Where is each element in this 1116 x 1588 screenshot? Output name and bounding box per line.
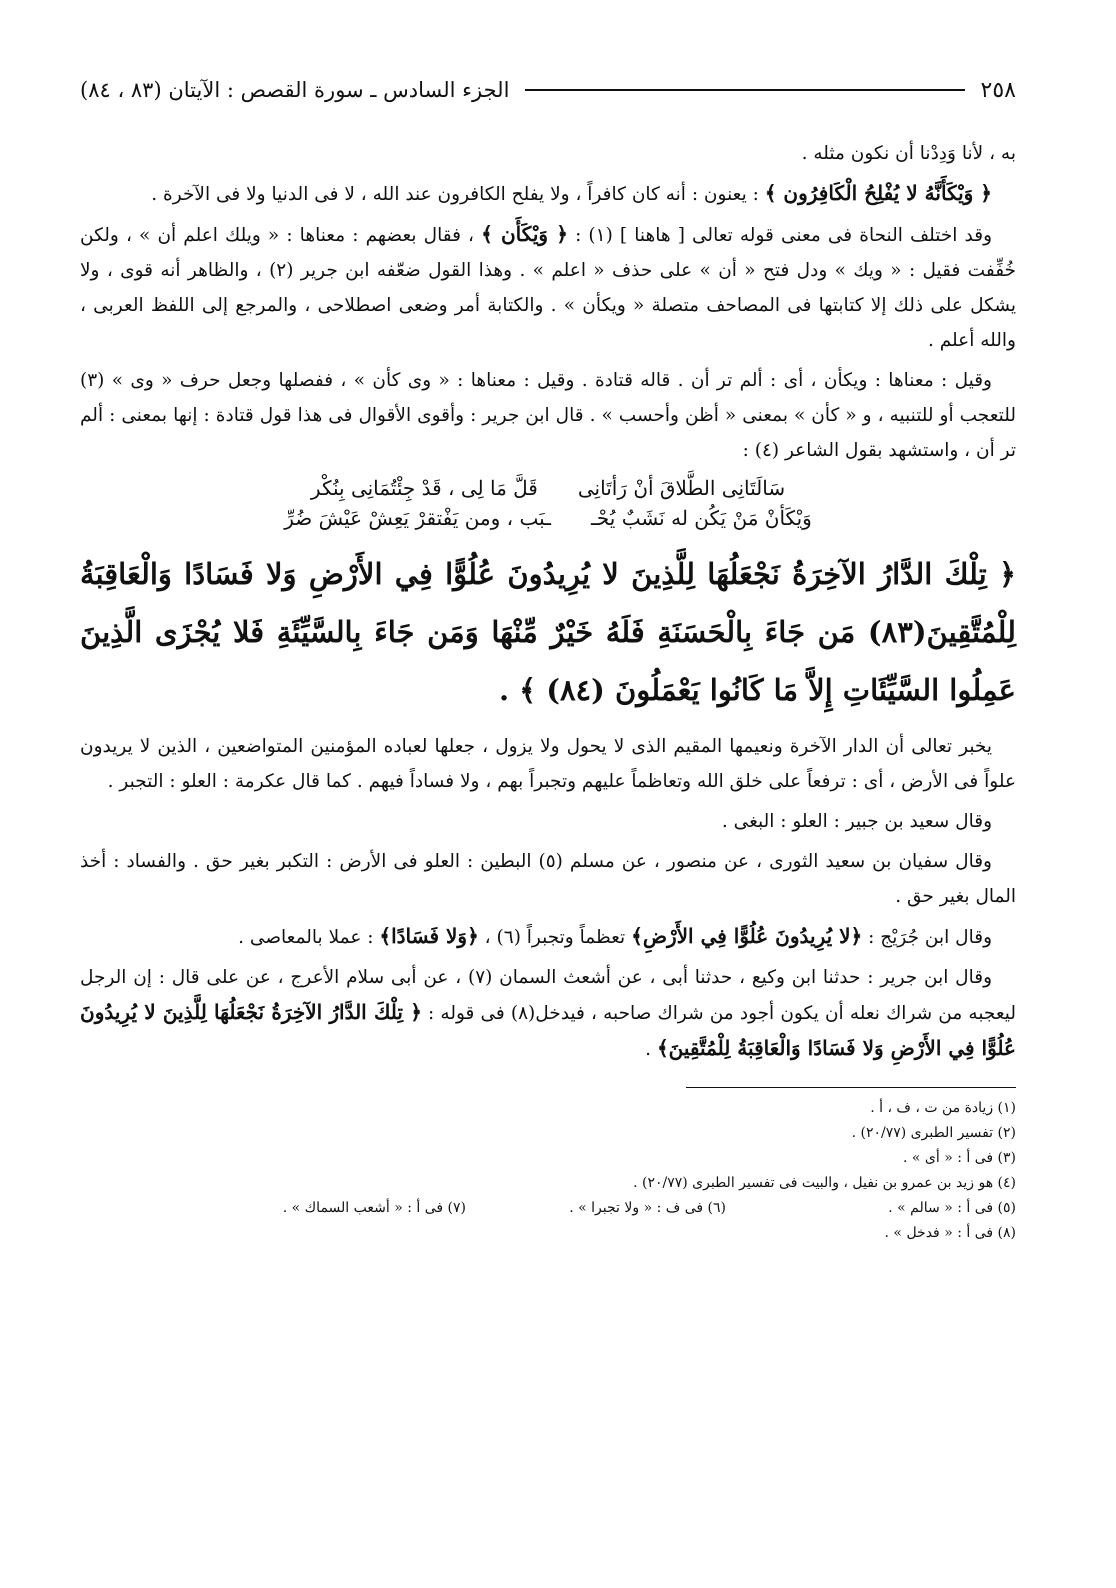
paragraph bbox=[80, 217, 1016, 358]
poem-hemistich: قَلَّ مَا لِى ، قَدْ جِئْتُمَانِى بِنُكْر bbox=[310, 476, 538, 500]
main-text bbox=[80, 136, 1016, 1067]
paragraph bbox=[80, 844, 1016, 914]
text-run: وقال ابن جُرَيْج : bbox=[862, 927, 992, 948]
text-run: للتعجب أو للتنبيه ، و « كأن » بمعنى « أظن وأحسب » . قال ابن جرير : وأقوى الأقوال فى هذا قول قتادة : إنها بمعنى : ألم تر أن ، واستشهد بقول الشاعر bbox=[80, 405, 1016, 461]
footnote-text: (٧) فى أ : « أشعب السماك » . bbox=[282, 1200, 466, 1216]
text-run: وقد اختلف النحاة فى معنى قوله تعالى [ هاهنا ] bbox=[612, 225, 993, 246]
paragraph bbox=[80, 960, 1016, 1067]
footnote-ref: (١) bbox=[588, 225, 613, 246]
text-run: ، bbox=[478, 927, 497, 948]
poem-verse bbox=[80, 503, 1016, 533]
text-run: تعظماً وتجبراً bbox=[520, 927, 632, 948]
ayah-text: ﴾ . bbox=[498, 673, 547, 707]
footnote-text: (١) زيادة من ت ، ف ، أ . bbox=[870, 1100, 1016, 1116]
footnote-ref: (٥) bbox=[538, 851, 563, 872]
footnote-ref: (٦) bbox=[496, 927, 521, 948]
page-number: ٢٥٨ bbox=[980, 77, 1016, 103]
quran-quote: ﴿ وَيْكَأَن ﴾ bbox=[481, 222, 568, 246]
quran-quote: ﴿ وَيْكَأَنَّهُ لا يُفْلِحُ الْكَافِرُون ﴾ bbox=[764, 181, 992, 205]
text-run: : يعنون : أنه كان كافراً ، ولا يفلح الكافرون عند الله ، لا فى الدنيا ولا فى الآخرة . bbox=[151, 184, 765, 205]
footnotes bbox=[80, 1096, 1016, 1246]
poem-hemistich: وَيْكَأنْ مَنْ يَكُن له نَشَبٌ يُحْـ bbox=[591, 506, 812, 530]
text-run: وقال سعيد بن جبير : العلو : البغى . bbox=[721, 811, 992, 832]
page-header bbox=[80, 70, 1016, 110]
text-run: : bbox=[567, 225, 589, 246]
text-run: ، والظاهر أنه قوى ، ولا يشكل على ذلك إلا كتابتها فى المصاحف متصلة « ويكأن » . والكتابة أمر وضعى اصطلاحى ، والمرجع إلى اللفظ العربى ، والله أعلم . bbox=[80, 260, 1016, 351]
running-title: الجزء السادس ـ سورة القصص : الآيتان (٨٣ ، ٨٤) bbox=[80, 78, 510, 102]
footnote bbox=[80, 1171, 1016, 1196]
text-run: به ، لأنا وَدِدْنا أن نكون مثله . bbox=[801, 143, 1016, 164]
footnote bbox=[80, 1221, 1016, 1246]
footnote-text: (٣) فى أ : « أى » . bbox=[902, 1150, 1016, 1166]
ayah-text: ﴿ تِلْكَ الدَّارُ الآخِرَةُ نَجْعَلُهَا لِلَّذِينَ لا يُرِيدُونَ عُلُوًّا فِي الأَرْضِ وَلا فَسَادًا وَالْعَاقِبَةُ لِلْمُتَّقِينَ bbox=[80, 557, 1016, 649]
footnote-ref: (٤) bbox=[754, 440, 780, 461]
text-run: فى قوله : bbox=[421, 1003, 511, 1024]
text-run: : عملا بالمعاصى . bbox=[238, 927, 380, 948]
paragraph bbox=[80, 136, 1016, 171]
poem-verse bbox=[80, 473, 1016, 503]
footnote bbox=[80, 1121, 1016, 1146]
ayah-number: (٨٣) bbox=[867, 615, 927, 649]
text-run: : bbox=[742, 440, 755, 461]
paragraph bbox=[80, 176, 1016, 212]
footnote-text: (٤) هو زيد بن عمرو بن نفيل ، والبيت فى تفسير الطبرى (٢٠/٧٧) . bbox=[633, 1175, 1016, 1191]
footnote bbox=[80, 1096, 1016, 1121]
ayah-text: مَن جَاءَ بِالْحَسَنَةِ فَلَهُ خَيْرٌ مِّنْهَا وَمَن جَاءَ بِالسَّيِّئَةِ فَلا يُجْزَى الَّذِينَ عَمِلُوا السَّيِّئَاتِ إِلاَّ مَا كَانُوا يَعْمَلُونَ bbox=[80, 615, 1016, 707]
text-run: وقال ابن جرير : حدثنا ابن وكيع ، حدثنا أبى ، عن أشعث السمان bbox=[492, 967, 992, 988]
footnote-text: (٢) تفسير الطبرى (٢٠/٧٧) . bbox=[851, 1125, 1016, 1141]
quran-quote: ﴿وَلا فَسَادًا﴾ bbox=[379, 924, 479, 948]
ayah-number: (٨٤) bbox=[546, 673, 605, 707]
footnote bbox=[80, 1146, 1016, 1171]
footnote-row bbox=[80, 1196, 1016, 1221]
poem-hemistich: سَالَتَانِى الطَّلاقَ أنْ رَأتَانِى bbox=[577, 476, 786, 500]
footnote-ref: (٣) bbox=[80, 370, 105, 391]
paragraph bbox=[80, 363, 1016, 468]
footnote-ref: (٢) bbox=[269, 260, 294, 281]
footnote-ref: (٨) bbox=[510, 1003, 536, 1024]
footnote-text: (٦) فى ف : « ولا تجبرا » . bbox=[569, 1200, 726, 1216]
paragraph bbox=[80, 919, 1016, 955]
paragraph bbox=[80, 804, 1016, 839]
text-run: ، فقال بعضهم : معناها : « ويلك اعلم أن » ، ولكن خُفِّفت فقيل : « ويك » ودل فتح « أن » على حذف « اعلم » . وهذا القول ضعّفه ابن جرير bbox=[80, 225, 1016, 281]
ayah-block bbox=[80, 545, 1016, 719]
poem bbox=[80, 473, 1016, 533]
footnote-separator bbox=[686, 1087, 1016, 1088]
text-run: وقال سفيان بن سعيد الثورى ، عن منصور ، عن مسلم bbox=[562, 851, 992, 872]
quran-quote: ﴿ تِلْكَ الدَّارُ الآخِرَةُ نَجْعَلُهَا لِلَّذِينَ لا يُرِيدُونَ عُلُوًّا فِي الأَرْضِ وَلا فَسَادًا وَالْعَاقِبَةُ لِلْمُتَّقِينَ﴾ bbox=[80, 1000, 1016, 1060]
header-rule bbox=[525, 89, 964, 91]
footnote-ref: (٧) bbox=[468, 967, 493, 988]
text-run: . bbox=[645, 1039, 657, 1060]
text-run: وقيل : معناها : ويكأن ، أى : ألم تر أن . قاله قتادة . وقيل : معناها : « وى كأن » ، ففصلها وجعل حرف « وى » bbox=[104, 370, 992, 391]
footnote-text: (٨) فى أ : « فدخل » . bbox=[884, 1225, 1016, 1241]
paragraph bbox=[80, 729, 1016, 799]
poem-hemistich: ـبَب ، ومن يَفْتقرْ يَعِشْ عَيْشَ ضُرِّ bbox=[284, 506, 551, 530]
footnote-text: (٥) فى أ : « سالم » . bbox=[888, 1200, 1016, 1216]
text-run: يخبر تعالى أن الدار الآخرة ونعيمها المقيم الذى لا يحول ولا يزول ، جعلها لعباده المؤمنين المتواضعين ، الذين لا يريدون علواً فى الأرض ، أى : ترفعاً على خلق الله وتعاظماً عليهم وتجبراً بهم ، ولا فساداً فيهم . كما قال عكرمة : العلو : التجبر . bbox=[80, 736, 1016, 792]
text-run: البطين : العلو فى الأرض : التكبر بغير حق . والفساد : أخذ المال بغير حق . bbox=[80, 851, 1016, 907]
text-run: ، عن أبى سلام الأعرج ، عن على قال : إن الرجل ليعجبه من شراك نعله أن يكون أجود من شراك صاحبه ، فيدخل bbox=[80, 967, 1016, 1024]
quran-quote: ﴿لا يُرِيدُونَ عُلُوًّا فِي الأَرْضِ﴾ bbox=[631, 924, 863, 948]
